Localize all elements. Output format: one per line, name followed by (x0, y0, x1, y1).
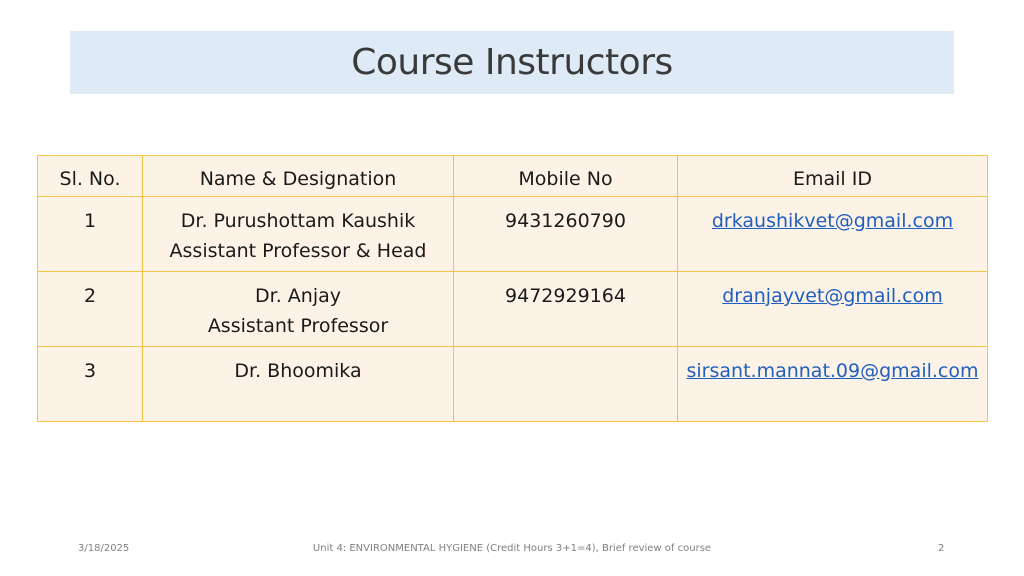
table-row (38, 197, 988, 272)
cell-name-designation (143, 272, 454, 347)
title-bar (70, 31, 954, 94)
cell-mobile: 9431260790 (454, 197, 678, 272)
cell-email (678, 347, 988, 422)
email-link[interactable]: sirsant.mannat.09@gmail.com (686, 360, 979, 382)
table-row (38, 272, 988, 347)
instructors-table (37, 155, 988, 422)
page-number: 2 (938, 543, 945, 554)
cell-email (678, 197, 988, 272)
instructor-designation: Assistant Professor & Head (169, 240, 427, 262)
slide-title: Course Instructors (351, 42, 673, 83)
cell-mobile (454, 347, 678, 422)
table-row (38, 347, 988, 422)
instructor-name: Dr. Purushottam Kaushik (180, 210, 416, 232)
cell-email (678, 272, 988, 347)
cell-name-designation (143, 347, 454, 422)
table-header-row (38, 156, 988, 197)
footer-date: 3/18/2025 (78, 543, 130, 554)
instructor-designation: Assistant Professor (207, 315, 389, 337)
email-link[interactable]: dranjayvet@gmail.com (722, 285, 943, 307)
header-name-designation: Name & Designation (143, 156, 454, 197)
instructor-name: Dr. Anjay (255, 285, 341, 307)
cell-sl-no: 2 (38, 272, 143, 347)
email-link[interactable]: drkaushikvet@gmail.com (711, 210, 954, 232)
instructor-name: Dr. Bhoomika (234, 360, 362, 382)
header-sl-no: Sl. No. (38, 156, 143, 197)
header-email-id: Email ID (678, 156, 988, 197)
header-mobile-no: Mobile No (454, 156, 678, 197)
footer-title: Unit 4: ENVIRONMENTAL HYGIENE (Credit Hours 3+1=4), Brief review of course (312, 543, 712, 554)
cell-name-designation (143, 197, 454, 272)
cell-mobile: 9472929164 (454, 272, 678, 347)
cell-sl-no: 3 (38, 347, 143, 422)
cell-sl-no: 1 (38, 197, 143, 272)
